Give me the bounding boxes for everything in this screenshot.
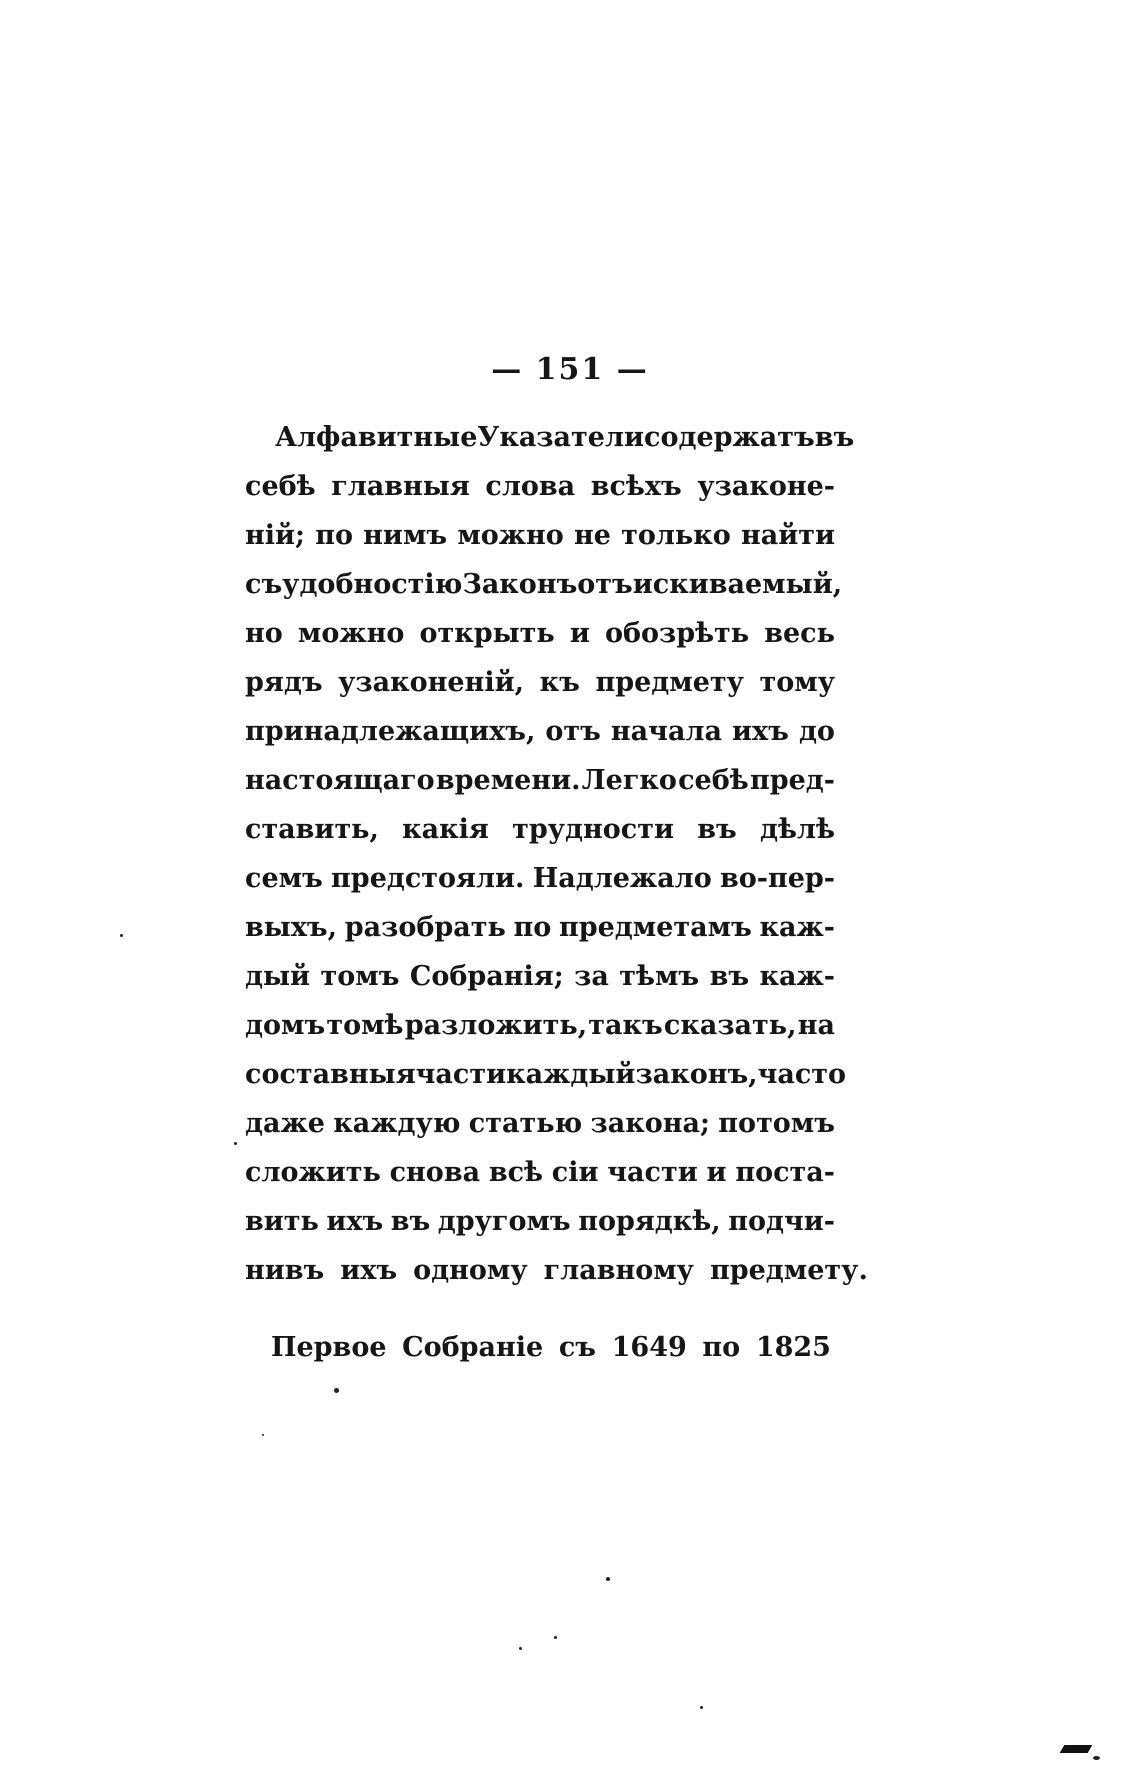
word: законъ, (635, 1059, 758, 1090)
text-line (245, 560, 843, 609)
word: потомъ (718, 1108, 835, 1139)
word: разобрать (344, 912, 506, 943)
word: узаконе- (697, 471, 835, 502)
word: тому (759, 667, 835, 698)
word: статью (468, 1108, 583, 1139)
word: можно (457, 520, 564, 551)
word: вить (245, 1206, 319, 1237)
scan-speck (606, 1577, 610, 1581)
word: во-пер- (719, 863, 835, 894)
word: каждую (333, 1108, 461, 1139)
paragraph (245, 413, 868, 1295)
word: отъискиваемый, (577, 569, 843, 600)
word: содержатъ (644, 422, 815, 453)
word: нивъ (245, 1255, 325, 1286)
word: въ (390, 1206, 431, 1237)
word: не (574, 520, 611, 551)
word: по (315, 520, 353, 551)
word: ставить, (245, 814, 379, 845)
word: томъ (320, 961, 400, 992)
word: предмету. (709, 1255, 868, 1286)
page-number: — 151 — (491, 352, 649, 387)
word: до (798, 716, 835, 747)
text-line (245, 511, 835, 560)
word: но (245, 618, 283, 649)
word: Легко (581, 765, 677, 796)
text-line (245, 854, 835, 903)
scan-speck (519, 1647, 522, 1650)
word: домъ (245, 1010, 326, 1041)
text-line (245, 1246, 868, 1295)
word: въ (697, 814, 737, 845)
word: томѣ (326, 1010, 404, 1041)
word: пред- (749, 765, 835, 796)
word: 1649 (611, 1332, 687, 1363)
word: каждый (506, 1059, 636, 1090)
text-line (245, 805, 835, 854)
text-line (245, 903, 835, 952)
word: къ (539, 667, 580, 698)
word: съ (558, 1332, 596, 1363)
word: дѣлѣ (759, 814, 835, 845)
word: и (569, 618, 590, 649)
text-line (245, 658, 835, 707)
word: слова (485, 471, 576, 502)
word: предмету (595, 667, 744, 698)
word: открыть (419, 618, 555, 649)
word: весь (764, 618, 835, 649)
scan-speck (262, 1434, 264, 1436)
text-line (245, 952, 835, 1001)
word: настоящаго (245, 765, 435, 796)
word: каж- (759, 912, 835, 943)
word: всѣхъ (590, 471, 682, 502)
word: по (513, 912, 552, 943)
text-line (245, 462, 835, 511)
word: поста- (735, 1157, 835, 1188)
word: выхъ, (245, 912, 338, 943)
word: разложить, (404, 1010, 588, 1041)
word: предстояли. (331, 863, 525, 894)
word: закона; (590, 1108, 710, 1139)
word: себѣ (678, 765, 749, 796)
word: части (415, 1059, 507, 1090)
word: порядкѣ, (578, 1206, 721, 1237)
word: въ (814, 422, 855, 453)
word: Надлежало (532, 863, 712, 894)
word: ихъ (732, 716, 789, 747)
scan-speck (234, 1142, 237, 1145)
word: даже (245, 1108, 325, 1139)
word: подчи- (728, 1206, 835, 1237)
word: другомъ (437, 1206, 571, 1237)
word: часто (757, 1059, 847, 1090)
word: сіи (551, 1157, 599, 1188)
word: себѣ (245, 471, 316, 502)
word: Первое (271, 1332, 387, 1363)
word: за (574, 961, 609, 992)
word: трудности (512, 814, 674, 845)
word: рядъ (245, 667, 323, 698)
scan-speck (120, 934, 123, 937)
word: дый (245, 961, 311, 992)
word: каж- (759, 961, 835, 992)
text-line (245, 1099, 835, 1148)
word: ихъ (340, 1255, 398, 1286)
word: съ (245, 569, 283, 600)
word: начала (610, 716, 722, 747)
text-line (245, 1050, 847, 1099)
word: и (706, 1157, 727, 1188)
text-line (245, 707, 835, 756)
word: только (621, 520, 731, 551)
text-line (245, 756, 835, 805)
word: снова (389, 1157, 481, 1188)
scan-speck (1093, 1756, 1100, 1760)
word: части (607, 1157, 698, 1188)
word: составныя (245, 1059, 416, 1090)
word: нимъ (363, 520, 448, 551)
word: ихъ (326, 1206, 384, 1237)
word: отъ (545, 716, 601, 747)
word: тѣмъ (619, 961, 700, 992)
word: Законъ (462, 569, 578, 600)
word: времени. (435, 765, 581, 796)
word: семъ (245, 863, 323, 894)
word: можно (297, 618, 405, 649)
word: главному (543, 1255, 694, 1286)
word: сказать, (663, 1010, 797, 1041)
text-line (245, 1148, 835, 1197)
word: одному (413, 1255, 528, 1286)
word: какія (402, 814, 489, 845)
word: Собраніе (402, 1332, 544, 1363)
closing-line (271, 1332, 831, 1363)
text-line (245, 1001, 835, 1050)
word: принадлежащихъ, (245, 716, 536, 747)
word: Алфавитные (275, 422, 478, 453)
text-line (245, 1197, 835, 1246)
word: Собранія; (409, 961, 564, 992)
word: обозрѣть (604, 618, 750, 649)
scan-speck (700, 1706, 703, 1709)
word: въ (709, 961, 750, 992)
scan-speck (334, 1388, 339, 1393)
text-line (245, 413, 855, 462)
word: Указатели (477, 422, 645, 453)
word: всѣ (488, 1157, 544, 1188)
word: на (797, 1010, 835, 1041)
word: найти (740, 520, 835, 551)
word: 1825 (755, 1332, 831, 1363)
scan-mark (1060, 1745, 1093, 1753)
word: ній; (245, 520, 306, 551)
word: главныя (331, 471, 470, 502)
word: узаконеній, (338, 667, 525, 698)
word: предметамъ (558, 912, 752, 943)
scan-speck (554, 1636, 557, 1639)
text-line (245, 609, 835, 658)
word: по (702, 1332, 741, 1363)
word: такъ (588, 1010, 663, 1041)
word: удобностію (282, 569, 463, 600)
word: сложить (245, 1157, 381, 1188)
